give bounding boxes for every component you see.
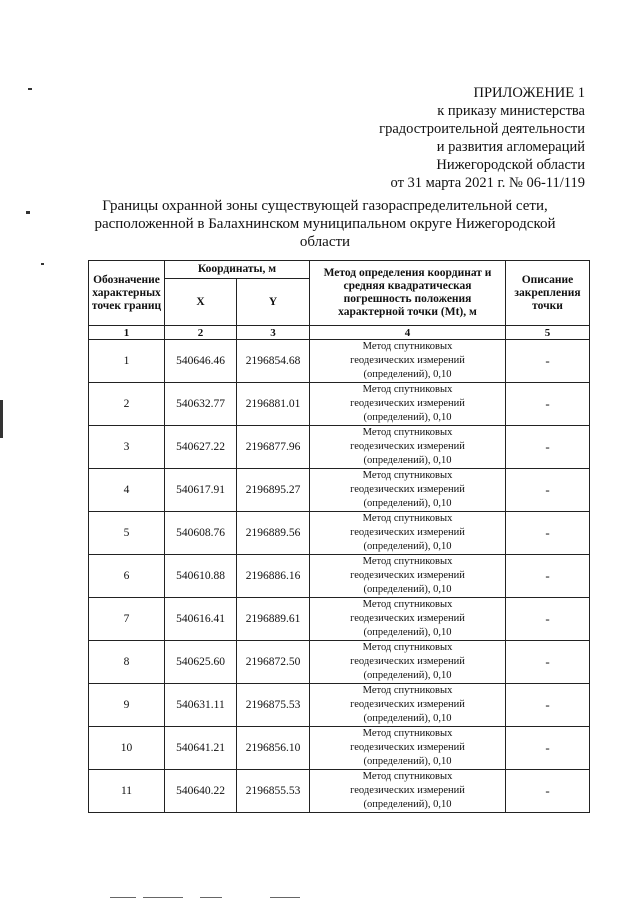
- description-cell: -: [506, 641, 590, 684]
- point-number-cell: 6: [89, 555, 165, 598]
- method-cell: [310, 641, 506, 684]
- y-coordinate-cell: 2196886.16: [237, 555, 310, 598]
- point-number-cell: 5: [89, 512, 165, 555]
- method-cell: [310, 555, 506, 598]
- method-cell: [310, 469, 506, 512]
- header-x: X: [165, 279, 237, 326]
- point-number-cell: 10: [89, 727, 165, 770]
- method-cell: [310, 684, 506, 727]
- header-designation: Обозначение характерных точек границ: [89, 261, 165, 326]
- appendix-line: ПРИЛОЖЕНИЕ 1: [473, 85, 585, 101]
- method-cell: [310, 512, 506, 555]
- description-cell: -: [506, 555, 590, 598]
- description-cell: -: [506, 770, 590, 813]
- method-line: геодезических измерений: [350, 398, 465, 409]
- table-row: [89, 383, 590, 426]
- method-cell: [310, 598, 506, 641]
- y-coordinate-cell: 2196856.10: [237, 727, 310, 770]
- point-number-cell: 2: [89, 383, 165, 426]
- description-cell: -: [506, 340, 590, 383]
- scan-rule: [143, 897, 183, 898]
- y-coordinate-cell: 2196875.53: [237, 684, 310, 727]
- method-line: (определений), 0,10: [363, 541, 452, 552]
- y-coordinate-cell: 2196889.61: [237, 598, 310, 641]
- point-number-cell: 7: [89, 598, 165, 641]
- scan-rule: [270, 897, 300, 898]
- method-cell: [310, 727, 506, 770]
- method-line: геодезических измерений: [350, 570, 465, 581]
- method-line: геодезических измерений: [350, 355, 465, 366]
- header-y: Y: [237, 279, 310, 326]
- column-number: 2: [165, 326, 237, 340]
- description-cell: -: [506, 598, 590, 641]
- point-number-cell: 8: [89, 641, 165, 684]
- x-coordinate-cell: 540616.41: [165, 598, 237, 641]
- method-line: геодезических измерений: [350, 656, 465, 667]
- method-line: (определений), 0,10: [363, 412, 452, 423]
- method-line: геодезических измерений: [350, 785, 465, 796]
- appendix-line: от 31 марта 2021 г. № 06-11/119: [390, 175, 585, 191]
- title-line: расположенной в Балахнинском муниципальном округе Нижегородской: [94, 216, 556, 232]
- description-cell: -: [506, 684, 590, 727]
- description-cell: -: [506, 383, 590, 426]
- y-coordinate-cell: 2196881.01: [237, 383, 310, 426]
- table-row: [89, 770, 590, 813]
- column-number: 4: [310, 326, 506, 340]
- table-row: [89, 469, 590, 512]
- method-line: (определений), 0,10: [363, 756, 452, 767]
- description-cell: -: [506, 512, 590, 555]
- method-line: (определений), 0,10: [363, 713, 452, 724]
- method-line: Метод спутниковых: [362, 556, 453, 567]
- x-coordinate-cell: 540646.46: [165, 340, 237, 383]
- method-line: Метод спутниковых: [362, 341, 453, 352]
- method-cell: [310, 426, 506, 469]
- x-coordinate-cell: 540632.77: [165, 383, 237, 426]
- x-coordinate-cell: 540641.21: [165, 727, 237, 770]
- header-method: Метод определения координат и средняя квадратическая погрешность положения характерной точки (Mt), м: [310, 261, 506, 326]
- appendix-line: и развития агломераций: [436, 139, 585, 155]
- method-line: Метод спутниковых: [362, 728, 453, 739]
- y-coordinate-cell: 2196877.96: [237, 426, 310, 469]
- table-row: [89, 684, 590, 727]
- scan-rule: [110, 897, 136, 898]
- table-body: [89, 340, 590, 813]
- method-cell: [310, 340, 506, 383]
- header-coordinates: Координаты, м: [165, 261, 310, 279]
- description-cell: -: [506, 469, 590, 512]
- method-line: (определений), 0,10: [363, 627, 452, 638]
- title-line: области: [299, 234, 351, 250]
- point-number-cell: 4: [89, 469, 165, 512]
- method-line: геодезических измерений: [350, 441, 465, 452]
- scan-mark: [41, 263, 44, 265]
- table-row: [89, 340, 590, 383]
- method-line: Метод спутниковых: [362, 599, 453, 610]
- table-row: [89, 512, 590, 555]
- column-number: 1: [89, 326, 165, 340]
- table-row: [89, 641, 590, 684]
- point-number-cell: 11: [89, 770, 165, 813]
- method-line: геодезических измерений: [350, 484, 465, 495]
- method-line: Метод спутниковых: [362, 427, 453, 438]
- method-line: Метод спутниковых: [362, 384, 453, 395]
- method-line: (определений), 0,10: [363, 498, 452, 509]
- point-number-cell: 3: [89, 426, 165, 469]
- title-line: Границы охранной зоны существующей газораспределительной сети,: [102, 198, 548, 214]
- method-line: Метод спутниковых: [362, 771, 453, 782]
- y-coordinate-cell: 2196895.27: [237, 469, 310, 512]
- method-line: геодезических измерений: [350, 613, 465, 624]
- scan-mark: [0, 400, 3, 438]
- method-line: (определений), 0,10: [363, 670, 452, 681]
- method-line: Метод спутниковых: [362, 685, 453, 696]
- method-line: Метод спутниковых: [362, 642, 453, 653]
- point-number-cell: 1: [89, 340, 165, 383]
- table-row: [89, 598, 590, 641]
- method-line: геодезических измерений: [350, 527, 465, 538]
- x-coordinate-cell: 540610.88: [165, 555, 237, 598]
- method-line: (определений), 0,10: [363, 369, 452, 380]
- method-line: (определений), 0,10: [363, 584, 452, 595]
- method-line: (определений), 0,10: [363, 455, 452, 466]
- scan-rule: [200, 897, 222, 898]
- appendix-line: Нижегородской области: [436, 157, 585, 173]
- table-row: [89, 727, 590, 770]
- method-line: (определений), 0,10: [363, 799, 452, 810]
- document-title: [90, 197, 560, 251]
- method-cell: [310, 383, 506, 426]
- x-coordinate-cell: 540608.76: [165, 512, 237, 555]
- table-row: [89, 426, 590, 469]
- scan-mark: [28, 88, 32, 90]
- header-description: Описание закрепления точки: [506, 261, 590, 326]
- coordinates-table: [88, 260, 590, 813]
- method-line: Метод спутниковых: [362, 513, 453, 524]
- y-coordinate-cell: 2196855.53: [237, 770, 310, 813]
- column-number: 5: [506, 326, 590, 340]
- y-coordinate-cell: 2196872.50: [237, 641, 310, 684]
- x-coordinate-cell: 540627.22: [165, 426, 237, 469]
- y-coordinate-cell: 2196854.68: [237, 340, 310, 383]
- scan-mark: [26, 211, 30, 214]
- x-coordinate-cell: 540617.91: [165, 469, 237, 512]
- x-coordinate-cell: 540625.60: [165, 641, 237, 684]
- point-number-cell: 9: [89, 684, 165, 727]
- column-number: 3: [237, 326, 310, 340]
- description-cell: -: [506, 727, 590, 770]
- appendix-line: градостроительной деятельности: [379, 121, 585, 137]
- x-coordinate-cell: 540631.11: [165, 684, 237, 727]
- table-row: [89, 555, 590, 598]
- appendix-line: к приказу министерства: [437, 103, 585, 119]
- y-coordinate-cell: 2196889.56: [237, 512, 310, 555]
- method-cell: [310, 770, 506, 813]
- appendix-header: [379, 84, 585, 192]
- method-line: геодезических измерений: [350, 742, 465, 753]
- x-coordinate-cell: 540640.22: [165, 770, 237, 813]
- method-line: Метод спутниковых: [362, 470, 453, 481]
- description-cell: -: [506, 426, 590, 469]
- method-line: геодезических измерений: [350, 699, 465, 710]
